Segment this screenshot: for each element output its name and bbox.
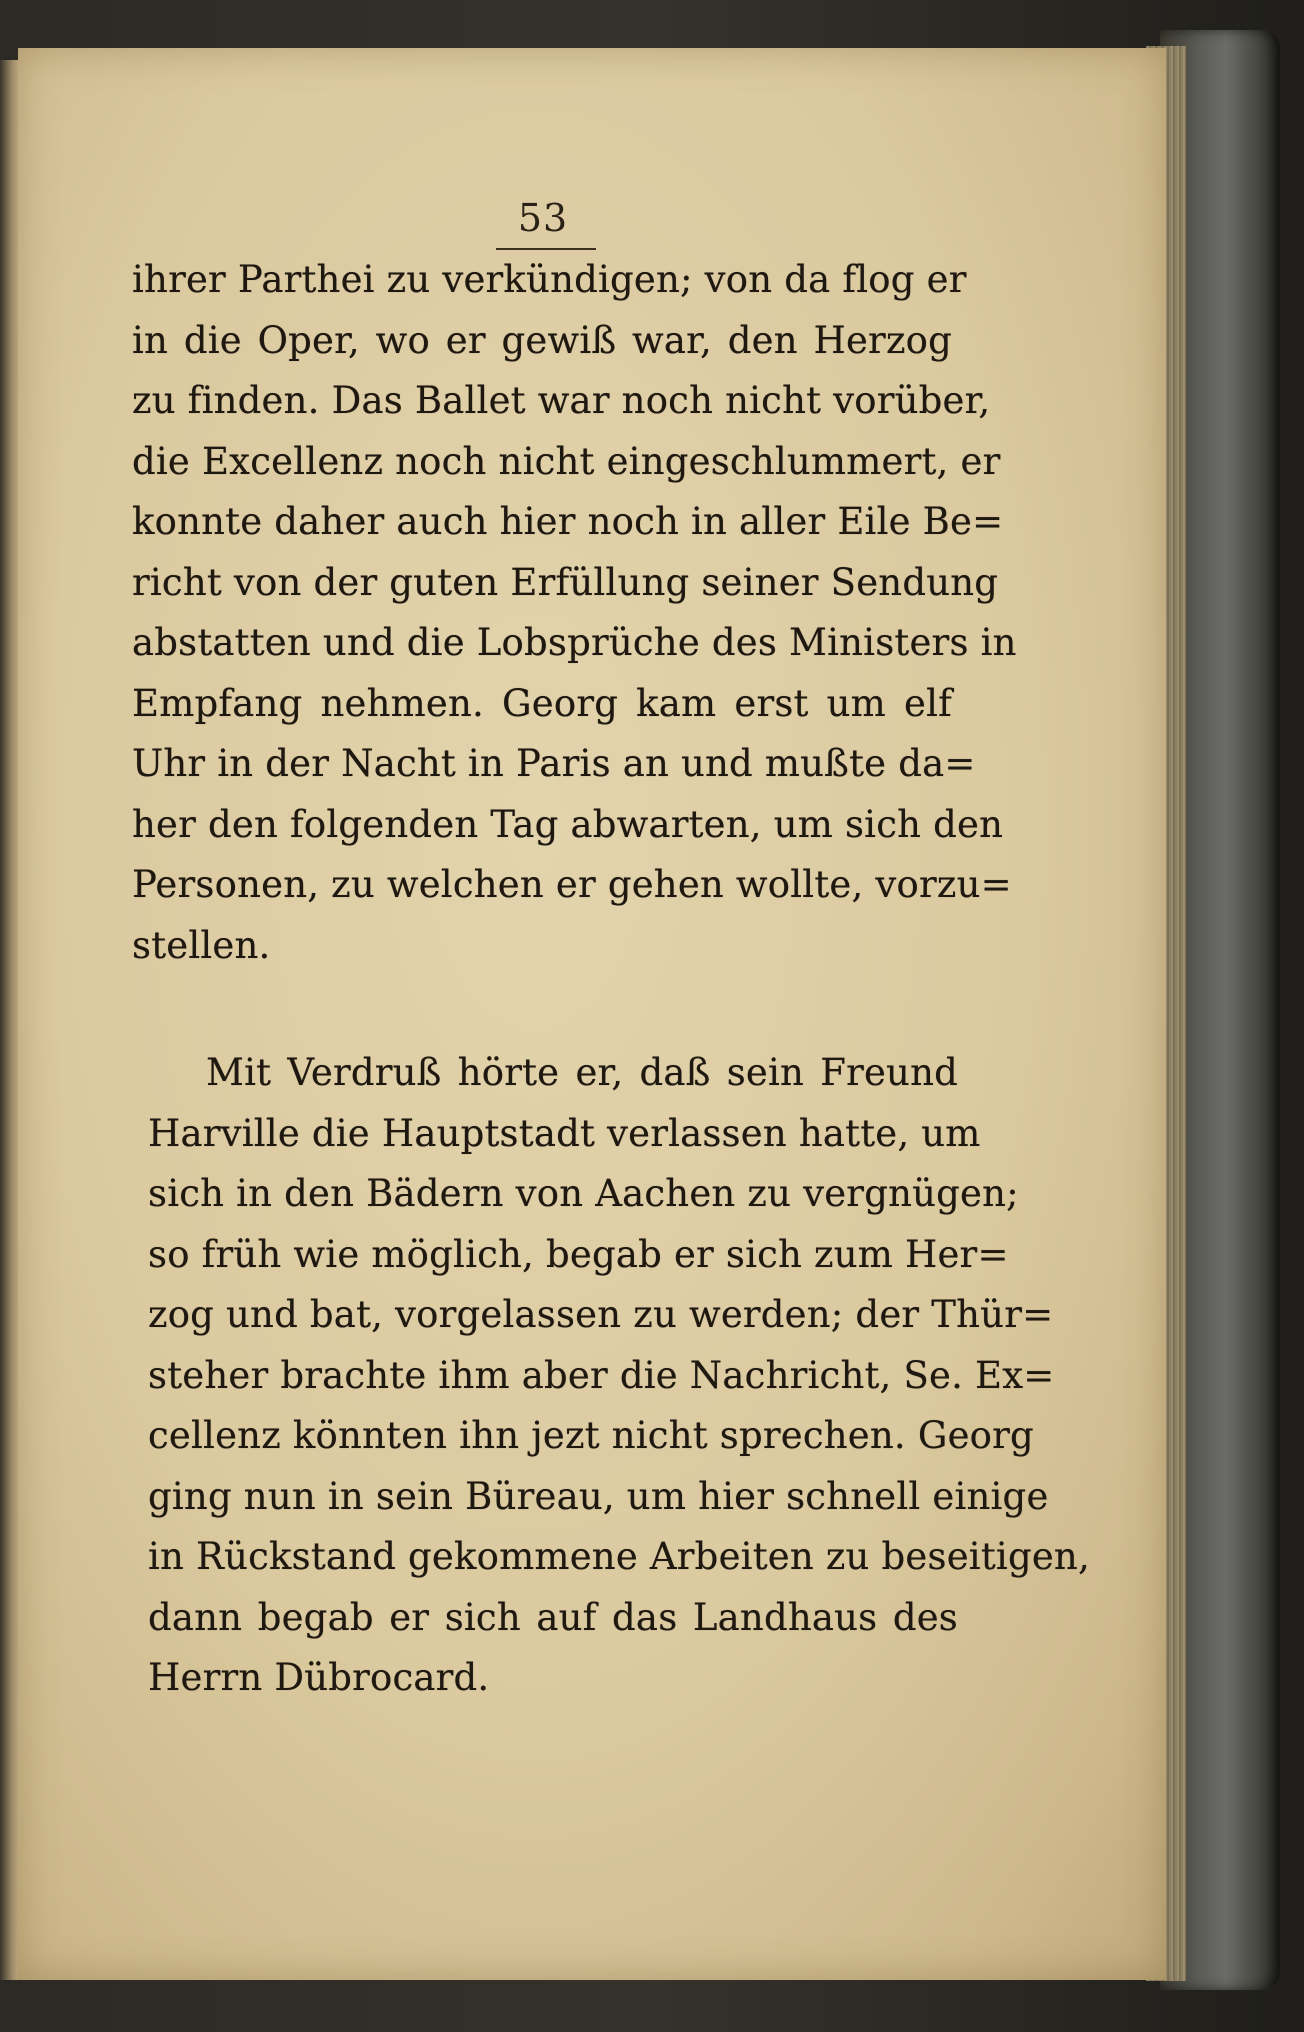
text-line: Uhr in der Nacht in Paris an und mußte da= — [132, 742, 976, 785]
page-number: 53 — [517, 196, 569, 240]
text-line: Mit Verdruß hörte er, daß sein Freund — [206, 1051, 958, 1094]
text-line: steher brachte ihm aber die Nachricht, Se. Ex= — [148, 1353, 1055, 1397]
text-line: Herrn Dübrocard. — [148, 1656, 490, 1699]
text-line: ging nun in sein Büreau, um hier schnell einige — [148, 1474, 1049, 1518]
text-line: ihrer Parthei zu verkündigen; von da flog er — [132, 258, 967, 301]
text-line: die Excellenz noch nicht eingeschlummert, er — [132, 439, 1001, 483]
paragraph-2 — [148, 1043, 1090, 1709]
text-line: cellenz könnten ihn jezt nicht sprechen. Georg — [148, 1414, 1034, 1457]
paragraph-1 — [132, 250, 1017, 976]
text-line: Empfang nehmen. Georg kam erst um elf — [132, 681, 952, 725]
text-line: zog und bat, vorgelassen zu werden; der Thür= — [148, 1293, 1054, 1336]
text-line: zu finden. Das Ballet war noch nicht vorüber, — [132, 379, 991, 422]
text-line: Personen, zu welchen er gehen wollte, vorzu= — [132, 863, 1012, 906]
facing-page-sliver — [0, 60, 20, 1980]
text-line: sich in den Bädern von Aachen zu vergnügen; — [148, 1172, 1019, 1215]
text-line: in die Oper, wo er gewiß war, den Herzog — [132, 318, 952, 362]
text-line: abstatten und die Lobsprüche des Ministers in — [132, 621, 1017, 664]
text-line: richt von der guten Erfüllung seiner Sendung — [132, 560, 999, 604]
text-line: her den folgenden Tag abwarten, um sich den — [132, 802, 1004, 846]
text-line: so früh wie möglich, begab er sich zum Her= — [148, 1232, 1009, 1276]
text-line: in Rückstand gekommene Arbeiten zu beseitigen, — [148, 1535, 1090, 1578]
text-line: stellen. — [132, 923, 271, 967]
text-line: Harville die Hauptstadt verlassen hatte, um — [148, 1111, 981, 1155]
text-line: dann begab er sich auf das Landhaus des — [148, 1595, 958, 1639]
text-line: konnte daher auch hier noch in aller Eile Be= — [132, 500, 1004, 543]
